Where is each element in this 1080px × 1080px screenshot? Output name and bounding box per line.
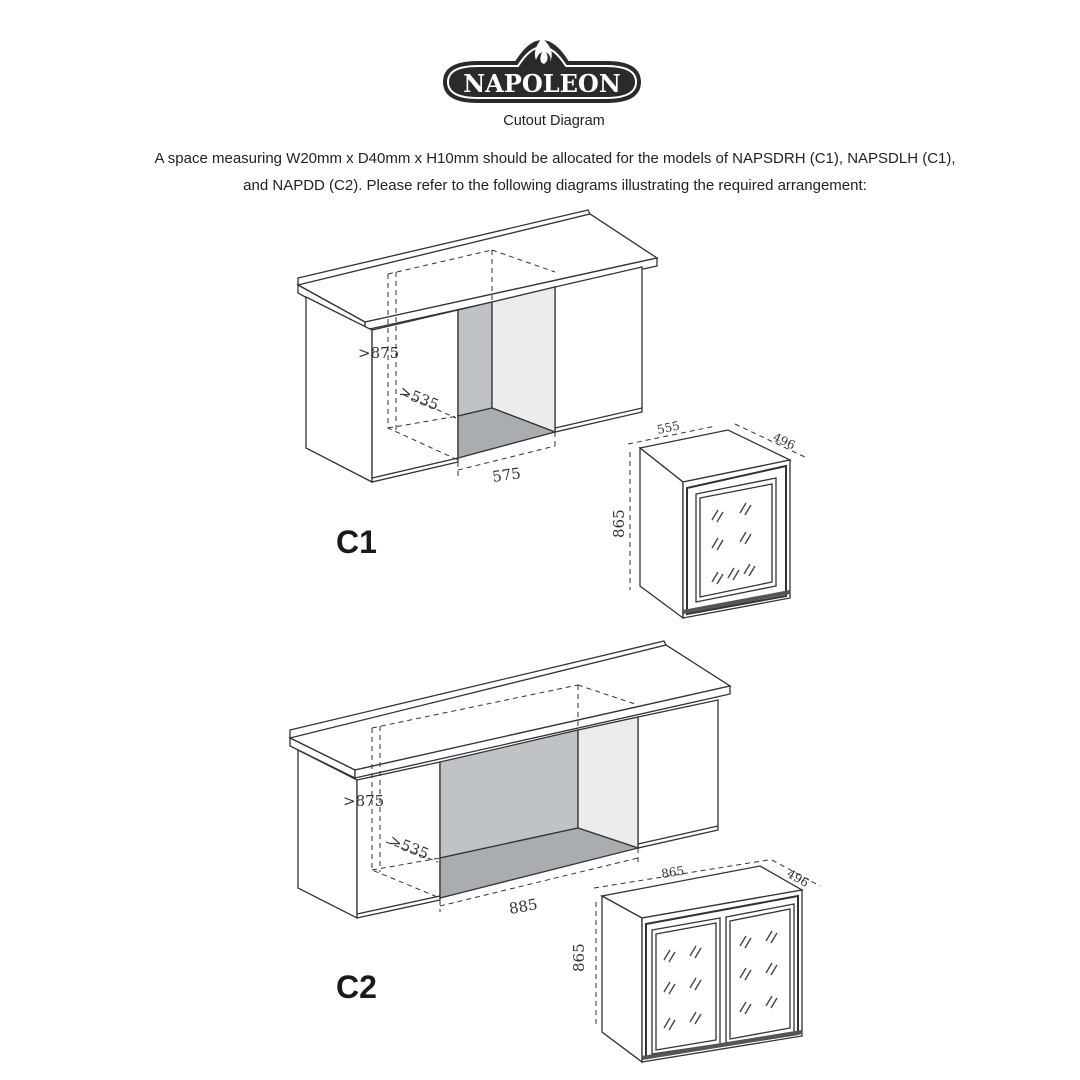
- c1-unit-depth: 496: [770, 430, 798, 453]
- c1-cabinet-drawing: [298, 210, 657, 482]
- c1-cutout-depth: >535: [396, 382, 442, 415]
- c2-unit-height: 865: [570, 943, 588, 972]
- c1-cutout-height: >875: [358, 344, 400, 362]
- c1-wine-cooler: [640, 430, 790, 618]
- c2-cutout-depth: >535: [386, 831, 432, 864]
- c2-unit-depth: 496: [784, 866, 812, 891]
- c1-unit-height: 865: [610, 509, 628, 538]
- page-subtitle: Cutout Diagram: [503, 113, 605, 129]
- c1-cutout-width: 575: [491, 464, 522, 486]
- c2-cutout-height: >875: [343, 792, 385, 810]
- brand-name: NAPOLEON: [463, 69, 621, 98]
- intro-line-1: A space measuring W20mm x D40mm x H10mm should be allocated for the models of NAPSDRH (C1), NAPSDLH (C1),: [154, 150, 956, 167]
- c2-cutout-width: 885: [507, 895, 539, 918]
- c1-unit-width: 555: [655, 418, 682, 437]
- c1-label: C1: [336, 524, 377, 560]
- c2-label: C2: [336, 969, 377, 1005]
- intro-line-2: and NAPDD (C2). Please refer to the following diagrams illustrating the required arrangement:: [243, 177, 867, 194]
- c2-unit-width: 865: [660, 863, 686, 881]
